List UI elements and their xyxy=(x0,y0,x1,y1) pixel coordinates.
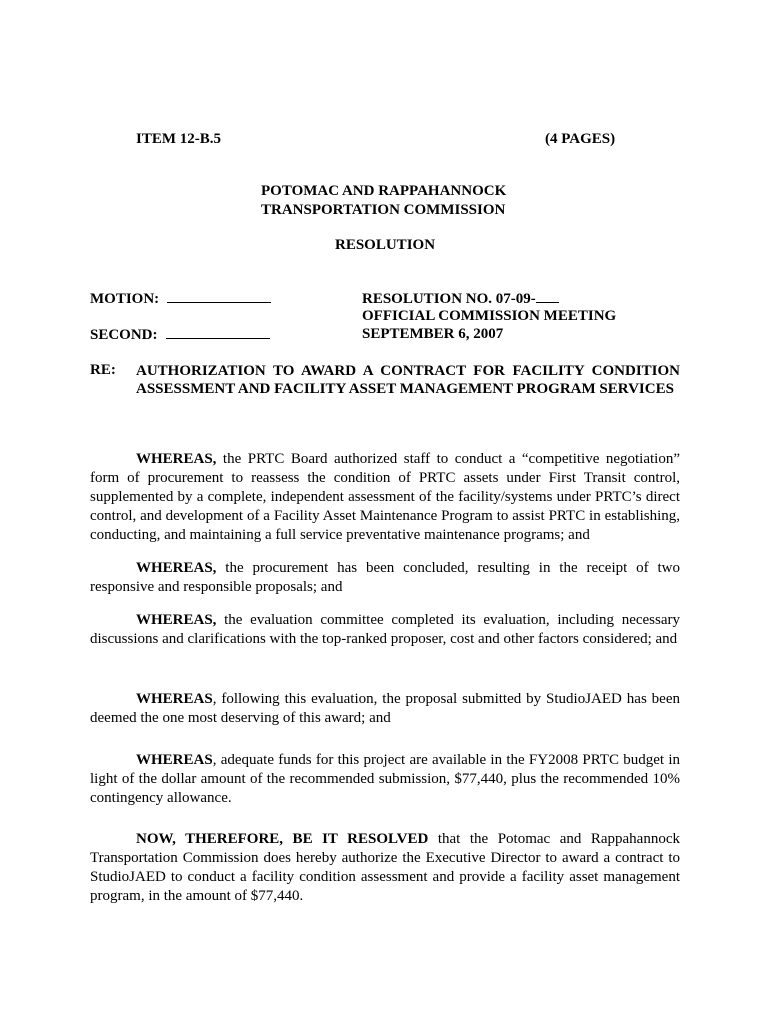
commission-name-line1: POTOMAC AND RAPPAHANNOCK xyxy=(261,183,507,199)
whereas-paragraph-2 xyxy=(90,559,680,597)
whereas-paragraph-5 xyxy=(90,751,680,808)
page-count: (4 PAGES) xyxy=(545,131,616,147)
commission-name-line2: TRANSPORTATION COMMISSION xyxy=(261,202,506,218)
second-label: SECOND: xyxy=(90,327,158,343)
paragraph-lead: WHEREAS, xyxy=(136,612,217,628)
item-number: ITEM 12-B.5 xyxy=(136,131,222,147)
resolved-paragraph xyxy=(90,830,680,906)
resolution-number xyxy=(362,290,559,308)
motion-label: MOTION: xyxy=(90,291,160,307)
second-field xyxy=(90,326,270,344)
re-label: RE: xyxy=(90,362,116,378)
paragraph-lead: WHEREAS xyxy=(136,752,213,768)
whereas-paragraph-3 xyxy=(90,611,680,649)
paragraph-lead: NOW, THEREFORE, BE IT RESOLVED xyxy=(136,831,429,847)
meeting-name: OFFICIAL COMMISSION MEETING xyxy=(362,308,617,324)
paragraph-lead: WHEREAS, xyxy=(136,451,217,467)
paragraph-lead: WHEREAS, xyxy=(136,560,217,576)
motion-blank-line xyxy=(167,290,271,303)
second-blank-line xyxy=(166,326,270,339)
whereas-paragraph-4 xyxy=(90,690,680,728)
paragraph-text: the procurement has been concluded, resulting in the receipt of two responsive and responsible proposals; and xyxy=(90,560,680,595)
paragraph-text: the PRTC Board authorized staff to conduct a “competitive negotiation” form of procurement to reassess the condition of PRTC assets under First Transit control, supplemented by a complete, independent assessment of the facility/systems under PRTC’s direct control, and development of a Facility Asset Maintenance Program to assist PRTC in establishing, conducting, and maintaining a full service preventative maintenance programs; and xyxy=(90,451,680,543)
resolution-number-blank xyxy=(536,290,559,303)
paragraph-text: , following this evaluation, the proposal submitted by StudioJAED has been deemed the one most deserving of this award; and xyxy=(90,691,680,726)
whereas-paragraph-1 xyxy=(90,450,680,545)
paragraph-text: that the Potomac and Rappahannock Transportation Commission does hereby authorize the Executive Director to award a contract to StudioJAED to conduct a facility condition assessment and provide a facility asset management program, in the amount of $77,440. xyxy=(90,831,681,904)
meeting-date: SEPTEMBER 6, 2007 xyxy=(362,326,504,342)
paragraph-text: the evaluation committee completed its evaluation, including necessary discussions and clarifications with the top-ranked proposer, cost and other factors considered; and xyxy=(90,612,680,647)
document-type-title: RESOLUTION xyxy=(335,237,436,253)
paragraph-text: , adequate funds for this project are available in the FY2008 PRTC budget in light of the dollar amount of the recommended submission, $77,440, plus the recommended 10% contingency allowance. xyxy=(90,752,680,806)
re-subject: AUTHORIZATION TO AWARD A CONTRACT FOR FACILITY CONDITION ASSESSMENT AND FACILITY ASSET MANAGEMENT PROGRAM SERVICES xyxy=(136,363,680,397)
resolution-number-text: RESOLUTION NO. 07-09- xyxy=(362,291,536,307)
paragraph-lead: WHEREAS xyxy=(136,691,213,707)
motion-field xyxy=(90,290,271,308)
